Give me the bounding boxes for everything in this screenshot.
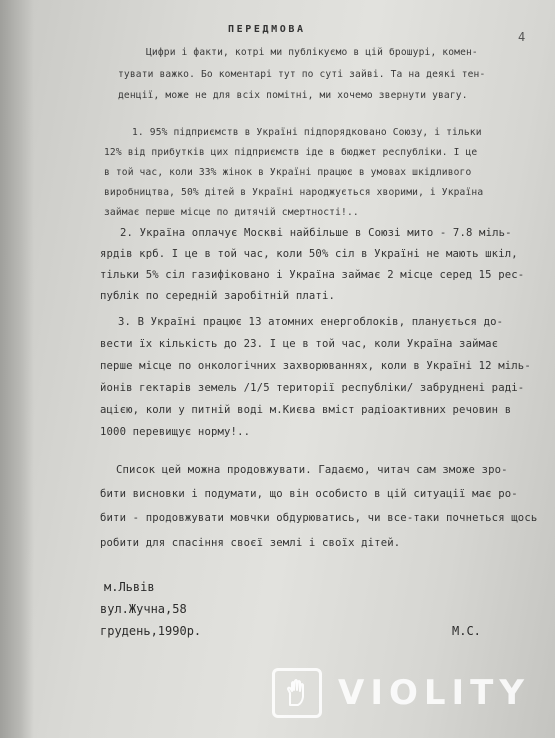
page-corner-mark: 4 bbox=[518, 30, 526, 44]
point2-line: тільки 5% сіл газифіковано і Україна займає 2 місце серед 15 рес- bbox=[100, 269, 525, 281]
point2-line: публік по середній заробітній платі. bbox=[100, 290, 336, 302]
point3-line: йонів гектарів земель /1/5 території республіки/ забруднені раді- bbox=[100, 382, 525, 394]
closing-line: бити - продовжувати мовчки обдурюватись, чи все-таки почнеться щось bbox=[100, 512, 538, 524]
point1-line: виробництва, 50% дітей в Україні народжується хворими, і Україна bbox=[104, 187, 484, 198]
point1-line: в той час, коли 33% жінок в Україні працює в умовах шкідливого bbox=[104, 167, 472, 178]
point3-line: перше місце по онкологічних захворюваннях, коли в Україні 12 міль- bbox=[100, 360, 531, 372]
intro-line: денції, може не для всіх помітні, ми хочемо звернути увагу. bbox=[118, 90, 468, 101]
point1-line: 1. 95% підприємств в Україні підпорядковано Союзу, і тільки bbox=[132, 127, 482, 138]
document-title: ПЕРЕДМОВА bbox=[228, 24, 306, 35]
intro-line: Цифри і факти, котрі ми публікуємо в цій брошурі, комен- bbox=[146, 47, 478, 58]
intro-line: тувати важко. Бо коментарі тут по суті зайві. Та на деякі тен- bbox=[118, 69, 486, 80]
hand-icon bbox=[272, 668, 322, 718]
point3-line: вести їх кількість до 23. І це в той час, коли Україна займає bbox=[100, 338, 499, 350]
point2-line: ярдів крб. І це в той час, коли 50% сіл в Україні не мають шкіл, bbox=[100, 248, 518, 260]
page-shadow-edge bbox=[0, 0, 34, 738]
address-city: м.Львів bbox=[104, 580, 155, 594]
point1-line: займає перше місце по дитячій смертності!.. bbox=[104, 207, 359, 218]
signature-initials: М.С. bbox=[452, 624, 481, 638]
closing-line: бити висновки і подумати, що він особисто в цій ситуації має ро- bbox=[100, 488, 518, 500]
address-street: вул.Жучна,58 bbox=[100, 602, 187, 616]
point1-line: 12% від прибутків цих підприємств іде в бюджет республіки. І це bbox=[104, 147, 478, 158]
violity-watermark bbox=[272, 668, 530, 718]
point3-line: 3. В Україні працює 13 атомних енергоблоків, планується до- bbox=[118, 316, 504, 328]
closing-line: робити для спасіння своєї землі і своїх дітей. bbox=[100, 537, 401, 549]
address-date: грудень,1990р. bbox=[100, 624, 202, 638]
point2-line: 2. Україна оплачує Москві найбільше в Союзі мито - 7.8 міль- bbox=[120, 227, 512, 239]
closing-line: Список цей можна продовжувати. Гадаємо, читач сам зможе зро- bbox=[116, 464, 508, 476]
point3-line: 1000 перевищує норму!.. bbox=[100, 426, 251, 438]
watermark-brand-text: VIOLITY bbox=[338, 673, 530, 713]
point3-line: ацією, коли у питній воді м.Києва вміст радіоактивних речовин в bbox=[100, 404, 512, 416]
